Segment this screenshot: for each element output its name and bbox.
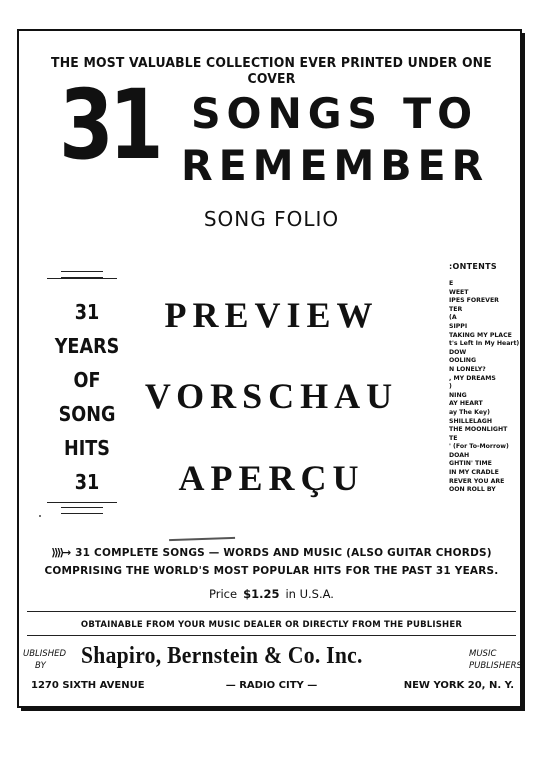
by-label: BY <box>35 661 46 671</box>
footer-rule-top <box>27 611 516 612</box>
contents-item: GHTIN' TIME <box>449 460 492 468</box>
left-rule-top-outer <box>47 278 117 279</box>
contents-item: ay The Key) <box>449 408 490 416</box>
contents-item: IN MY CRADLE <box>449 469 499 477</box>
footer-rule-bottom <box>27 635 516 636</box>
complete-songs-text: 31 COMPLETE SONGS — WORDS AND MUSIC (ALSO GUITAR CHORDS) <box>75 547 492 559</box>
years-line: 31 <box>74 300 100 324</box>
contents-item: OON ROLL BY <box>449 486 496 494</box>
feather-arrow-icon: ⟫⟫→ <box>51 547 70 559</box>
city-address: NEW YORK 20, N. Y. <box>403 680 514 691</box>
song-folio-subtitle: SONG FOLIO <box>203 207 340 231</box>
preview-word: PREVIEW <box>164 295 379 335</box>
contents-list <box>449 280 529 495</box>
contents-item: SHILLELAGH <box>449 417 493 425</box>
years-line: SONG <box>58 402 116 426</box>
contents-item: THE MOONLIGHT <box>449 426 508 434</box>
contents-item: (A <box>449 314 457 322</box>
street-address: 1270 SIXTH AVENUE <box>31 680 145 691</box>
folio-cover <box>17 29 522 708</box>
years-of-song-hits <box>43 295 131 499</box>
years-line: HITS <box>64 436 110 460</box>
contents-item: N LONELY? <box>449 365 486 373</box>
obtainable-line: OBTAINABLE FROM YOUR MUSIC DEALER OR DIRECTLY FROM THE PUBLISHER <box>80 620 463 630</box>
music-label: MUSIC <box>469 649 497 659</box>
page-shadow-bottom <box>21 708 525 711</box>
contents-item: ) <box>449 383 452 391</box>
contents-item: ' (For To-Morrow) <box>449 443 509 451</box>
contents-item: , MY DREAMS <box>449 374 496 382</box>
price-value: $1.25 <box>243 587 280 601</box>
radio-city: — RADIO CITY — <box>225 680 318 691</box>
title-line-2: REMEMBER <box>181 141 490 190</box>
published-label: UBLISHED <box>23 649 66 659</box>
title-line-1: SONGS TO <box>191 89 478 138</box>
contents-item: DOAH <box>449 451 470 459</box>
contents-item: TE <box>449 434 458 442</box>
vorschau-word: VORSCHAU <box>144 376 399 416</box>
years-line: 31 <box>74 470 100 494</box>
speck <box>39 515 41 517</box>
contents-item: NING <box>449 391 467 399</box>
cover-tagline: THE MOST VALUABLE COLLECTION EVER PRINTED UNDER ONE COVER <box>51 55 492 87</box>
left-rule-top-inner <box>61 271 103 278</box>
left-rule-bottom-outer <box>47 502 117 503</box>
comprising-line: COMPRISING THE WORLD'S MOST POPULAR HITS FOR THE PAST 31 YEARS. <box>44 565 499 577</box>
published-by-label <box>23 648 66 672</box>
price-region: in U.S.A. <box>285 587 334 601</box>
years-line: YEARS <box>54 334 120 358</box>
big-number: 31 <box>59 69 159 181</box>
left-rule-bottom-inner <box>61 507 103 514</box>
contents-item: SIPPI <box>449 322 468 330</box>
contents-item: TAKING MY PLACE <box>449 331 512 339</box>
contents-item: IPES FOREVER <box>449 297 499 305</box>
contents-item: WEET <box>449 288 469 296</box>
years-line: OF <box>73 368 101 392</box>
contents-item: REVER YOU ARE <box>449 477 505 485</box>
publishers-label: PUBLISHERS <box>469 661 522 671</box>
pen-mark <box>169 533 235 541</box>
price-label: Price <box>209 587 238 601</box>
music-publishers-label <box>469 648 522 672</box>
contents-item: OOLING <box>449 357 477 365</box>
contents-item: t's Left In My Heart) <box>449 340 520 348</box>
price-line <box>19 587 524 601</box>
complete-songs-line <box>19 547 524 559</box>
contents-heading: :ONTENTS <box>449 262 497 271</box>
contents-item: E <box>449 280 454 287</box>
apercu-word: APERÇU <box>178 458 365 498</box>
contents-item: TER <box>449 305 463 313</box>
publisher-name: Shapiro, Bernstein & Co. Inc. <box>81 643 363 669</box>
contents-item: AY HEART <box>449 400 483 408</box>
contents-item: DOW <box>449 348 467 356</box>
